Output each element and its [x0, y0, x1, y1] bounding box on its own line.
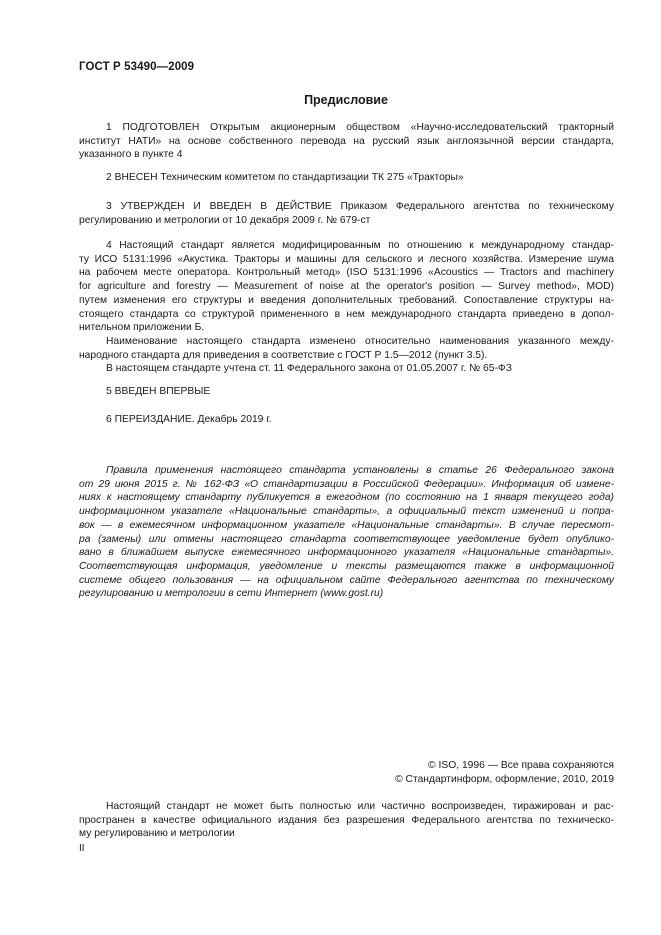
text-line: вано в ближайшем выпуске ежемесячного информационного указателя «Национальные стандарты».	[79, 547, 614, 559]
text-line: ра (замены) или отмены настоящего стандарта соответствующее уведомление будет опублико-	[79, 533, 614, 545]
text-line: В настоящем стандарте учтена ст. 11 Федерального закона от 01.05.2007 г. № 65-ФЗ	[106, 363, 512, 375]
text-line: Настоящий стандарт не может быть полностью или частично воспроизведен, тиражирован и рас-	[106, 801, 614, 812]
text-line: ниях к настоящему стандарту публикуется в ежегодном (по состоянию на 1 января текущего года)	[79, 492, 614, 504]
text-line: от 29 июня 2015 г. № 162-ФЗ «О стандартизации в Российской Федерации». Информация об измене-	[79, 478, 614, 490]
item-3-approved	[79, 200, 614, 227]
text-line: for agriculture and forestry — Measurement of noise at the operator's position — Survey method», MOD)	[79, 281, 614, 293]
copyright-standartinform: © Стандартинформ, оформление, 2010, 2019	[395, 773, 614, 785]
copyright-iso: © ISO, 1996 — Все права сохраняются	[428, 760, 614, 771]
text-line: Правила применения настоящего стандарта установлены в статье 26 Федерального закона	[106, 465, 614, 476]
text-line: путем изменения его структуры и введения дополнительных требований. Сопоставление структуры на-	[79, 294, 614, 306]
text-line: пространен в качестве официального издания без разрешения Федерального агентства по техническо-	[79, 814, 614, 826]
text-line: системе общего пользования — на официальном сайте Федерального агентства по техническому	[79, 574, 614, 586]
item-5-introduced	[79, 385, 614, 399]
text-line: 3 УТВЕРЖДЕН И ВВЕДЕН В ДЕЙСТВИЕ Приказом Федерального агентства по техническому	[106, 201, 614, 212]
text-line: 1 ПОДГОТОВЛЕН Открытым акционерным обществом «Научно-исследовательский тракторный	[106, 122, 614, 133]
item-1-prepared	[79, 121, 614, 162]
text-line: вок — в ежемесячном информационном указателе «Национальные стандарты». В случае пересмот-	[79, 519, 614, 531]
text-line: 4 Настоящий стандарт является модифицированным по отношению к международному стандар-	[106, 240, 614, 251]
text-line: стоящего стандарта со структурой примененного в нем международного стандарта приведено в допол-	[79, 308, 614, 320]
text-line: регулированию и метрологии в сети Интернет (www.gost.ru)	[79, 588, 384, 600]
reproduction-notice	[79, 800, 614, 841]
document-code: ГОСТ Р 53490—2009	[79, 61, 195, 73]
text-line: 6 ПЕРЕИЗДАНИЕ. Декабрь 2019 г.	[106, 414, 272, 425]
item-6-reissue	[79, 413, 614, 427]
text-line: указанного в пункте 4	[79, 149, 183, 161]
text-line: на рабочем месте оператора. Контрольный метод» (ISO 5131:1996 «Acoustics — Tractors and machinery	[79, 267, 614, 279]
text-line: нительном приложении Б.	[79, 322, 205, 334]
item-2-submitted	[79, 171, 614, 185]
foreword-title: Предисловие	[304, 93, 388, 107]
text-line: му регулированию и метрологии	[79, 828, 235, 840]
page-number: II	[79, 843, 85, 854]
text-line: регулированию и метрологии от 10 декабря 2009 г. № 679-ст	[79, 214, 371, 226]
text-line: ту ИСО 5131:1996 «Акустика. Тракторы и машины для сельского и лесного хозяйства. Измерение шума	[79, 253, 614, 265]
text-line: 5 ВВЕДЕН ВПЕРВЫЕ	[106, 386, 211, 397]
text-line: народного стандарта для приведения в соответствие с ГОСТ Р 1.5—2012 (пункт 3.5).	[79, 349, 488, 361]
text-line: 2 ВНЕСЕН Техническим комитетом по стандартизации ТК 275 «Тракторы»	[106, 172, 464, 183]
text-line: институт НАТИ» на основе собственного перевода на русский язык англоязычной версии стандарта,	[79, 135, 614, 147]
item-4-modified	[79, 239, 614, 376]
text-line: Соответствующая информация, уведомление и тексты размещаются также в информационной	[79, 560, 614, 572]
application-rules-notice	[79, 464, 614, 601]
text-line: Наименование настоящего стандарта изменено относительно наименования указанного между-	[106, 335, 614, 347]
text-line: информационном указателе «Национальные стандарты», а официальный текст изменений и попра-	[79, 506, 614, 518]
copyright-block	[395, 759, 614, 786]
